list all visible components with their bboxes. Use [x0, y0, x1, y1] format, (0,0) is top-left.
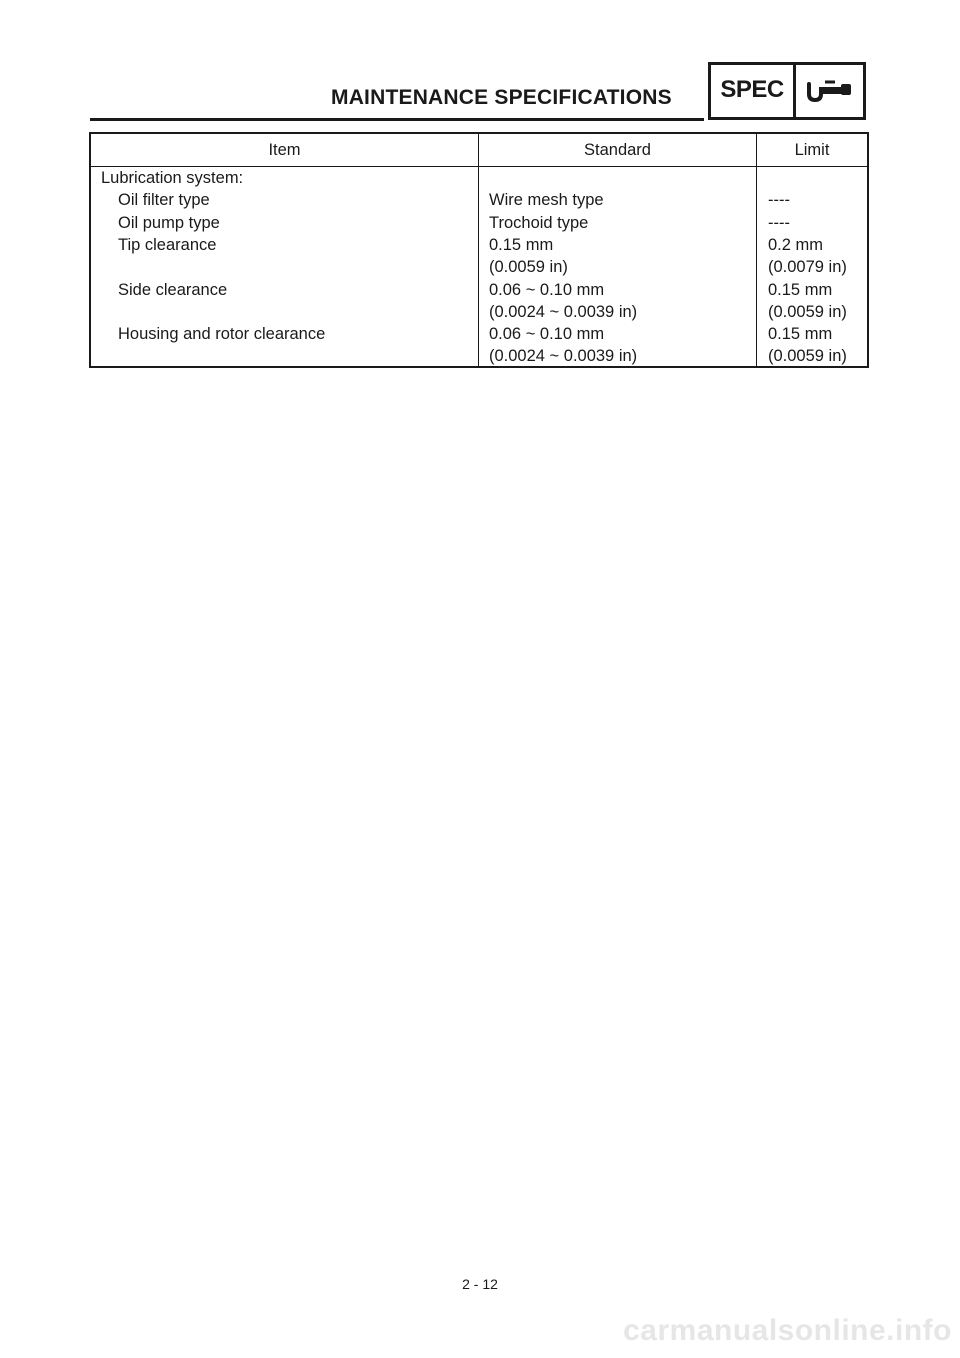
group-title: Lubrication system: — [101, 169, 244, 187]
row-standard: Trochoid type — [489, 214, 589, 232]
row-limit: 0.15 mm — [768, 325, 833, 343]
header-rule — [90, 118, 704, 121]
row-limit-alt: (0.0059 in) — [768, 303, 847, 321]
row-limit-alt: (0.0079 in) — [768, 258, 847, 276]
col-header-standard: Standard — [479, 134, 757, 166]
section-badge — [708, 62, 866, 120]
row-standard: 0.06 ~ 0.10 mm — [489, 281, 605, 299]
row-standard-alt: (0.0024 ~ 0.0039 in) — [489, 347, 638, 365]
row-limit: 0.2 mm — [768, 236, 824, 254]
row-limit: 0.15 mm — [768, 281, 833, 299]
row-standard-alt: (0.0024 ~ 0.0039 in) — [489, 303, 638, 321]
section-icon-cell — [796, 65, 863, 117]
row-standard: 0.06 ~ 0.10 mm — [489, 325, 605, 343]
page-title: MAINTENANCE SPECIFICATIONS — [331, 86, 672, 109]
watermark[interactable]: carmanualsonline.info — [623, 1314, 952, 1347]
row-item: Oil filter type — [118, 191, 210, 209]
section-label: SPEC — [711, 65, 796, 117]
row-item: Tip clearance — [118, 236, 217, 254]
micrometer-icon — [805, 78, 855, 104]
row-item: Housing and rotor clearance — [118, 325, 326, 343]
row-standard: Wire mesh type — [489, 191, 604, 209]
col-header-limit: Limit — [794, 140, 830, 159]
table-body — [91, 167, 867, 367]
table-header — [91, 134, 867, 167]
page-number: 2 - 12 — [462, 1276, 498, 1292]
row-standard-alt: (0.0059 in) — [489, 258, 568, 276]
row-item: Oil pump type — [118, 214, 220, 232]
col-header-item: Item — [91, 134, 479, 166]
row-standard: 0.15 mm — [489, 236, 554, 254]
row-limit: ---- — [768, 191, 790, 209]
row-limit-alt: (0.0059 in) — [768, 347, 847, 365]
row-limit: ---- — [768, 214, 790, 232]
spec-table — [89, 132, 869, 368]
row-item: Side clearance — [118, 281, 228, 299]
